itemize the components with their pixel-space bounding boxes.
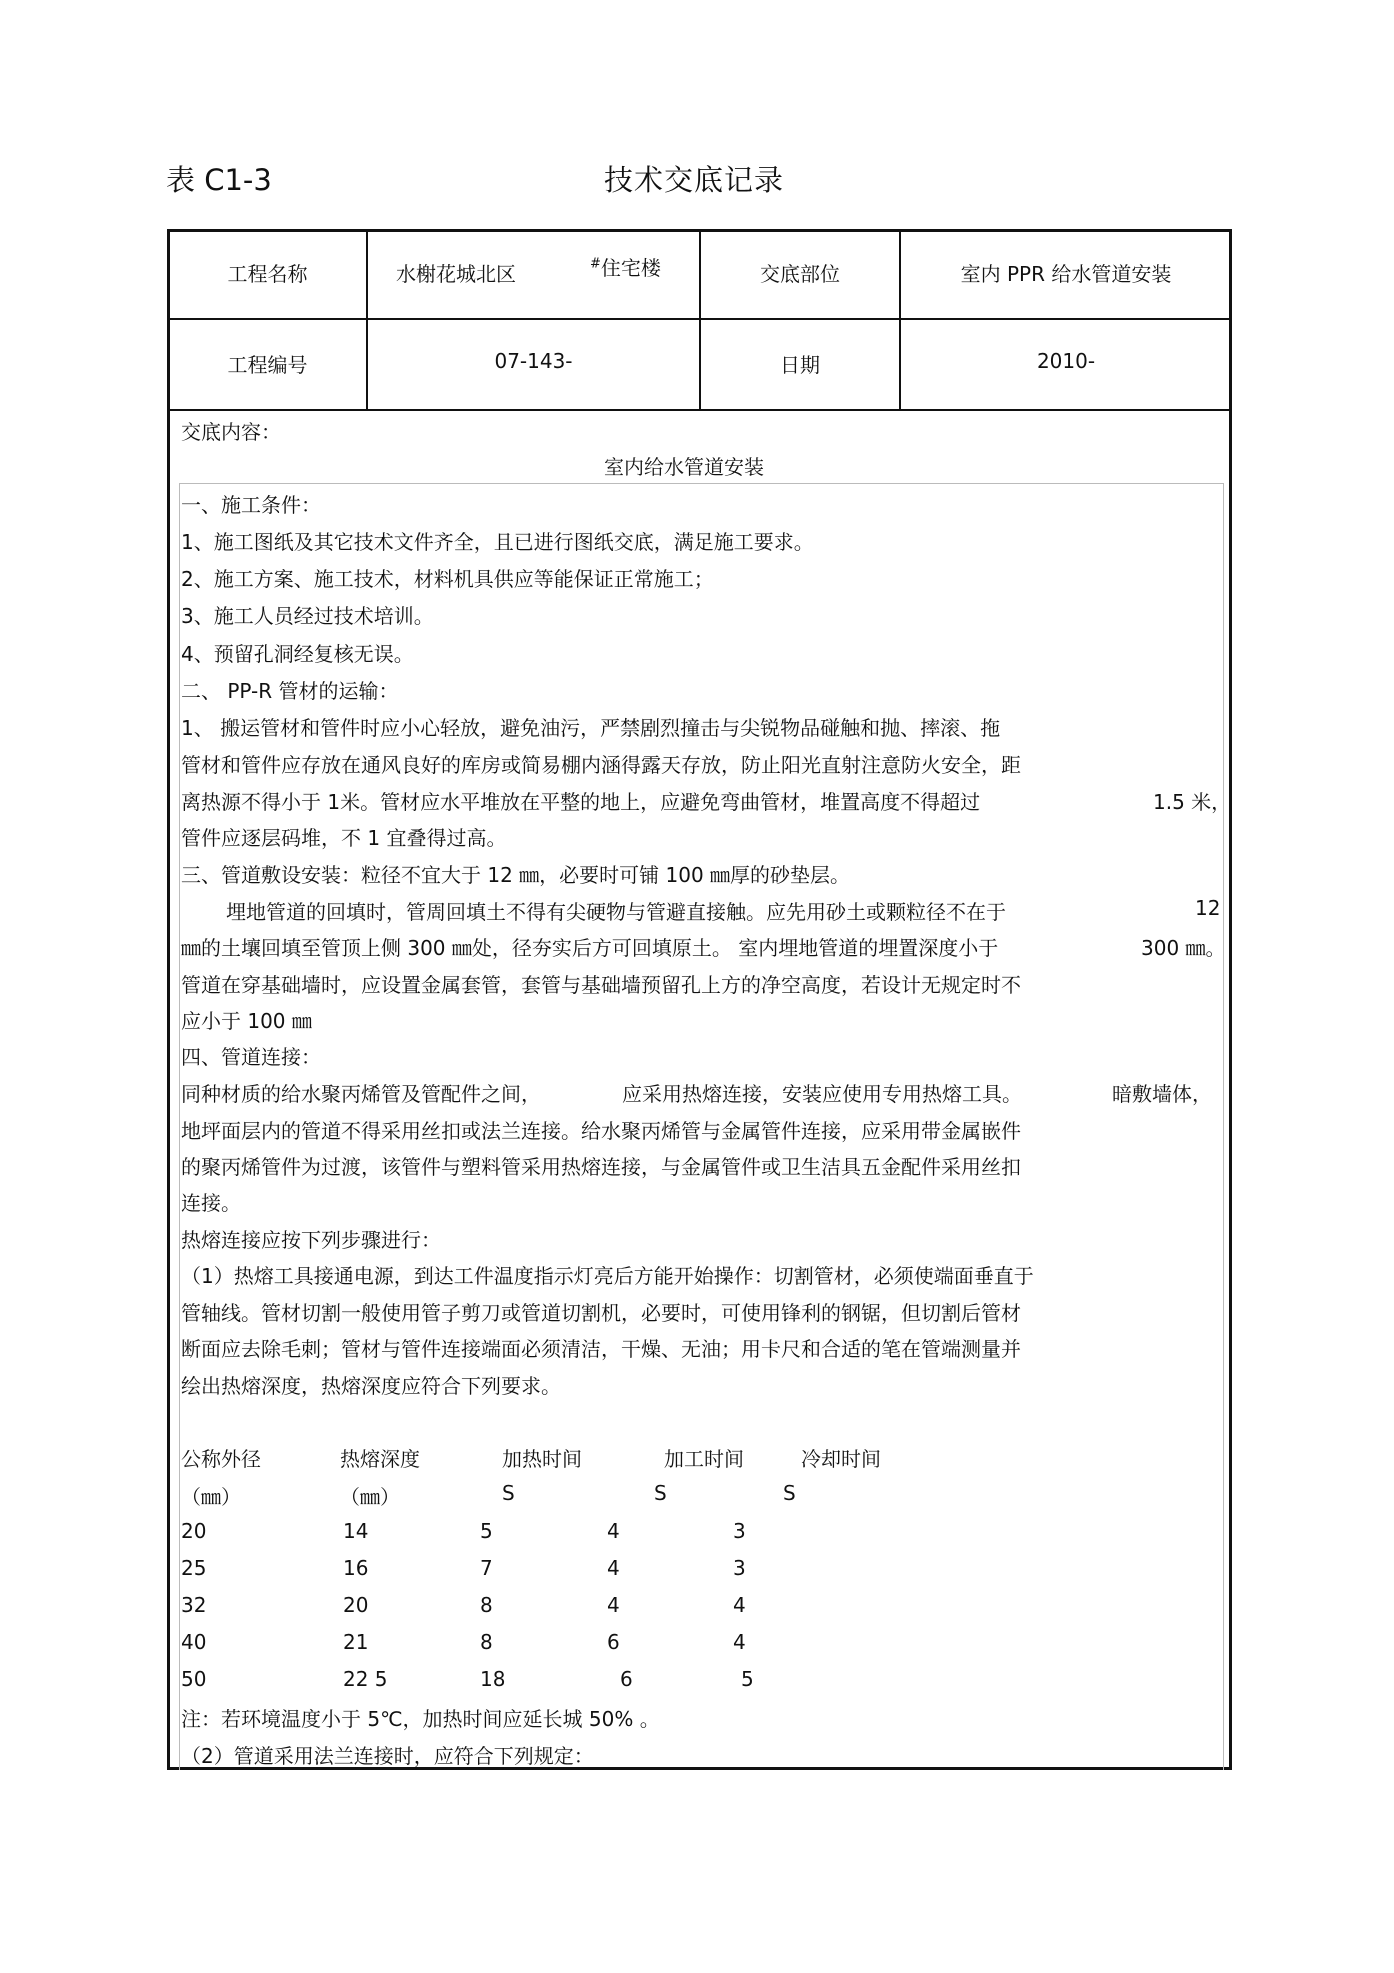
text-line: 绘出热熔深度，热熔深度应符合下列要求。 [181,1374,561,1398]
content-label: 交底内容： [181,420,281,444]
table-cell: 20 [343,1593,369,1617]
text-line: 管件应逐层码堆，不 1 宜叠得过高。 [181,826,507,850]
date-label: 日期 [780,353,820,377]
text-fragment: 暗敷墙体， [1112,1082,1212,1106]
document-title: 技术交底记录 [604,163,785,197]
text-line: （1）热熔工具接通电源，到达工件温度指示灯亮后方能开始操作：切割管材，必须使端面垂直于 [181,1264,1034,1288]
text-line: 二、 PP-R 管材的运输： [181,679,399,703]
table-cell: 5 [741,1667,754,1691]
building-mark: # [590,256,601,272]
table-cell: 21 [343,1630,369,1654]
table-cell: 25 [181,1556,207,1580]
text-line: 离热源不得小于 1米。管材应水平堆放在平整的地上，应避免弯曲管材，堆置高度不得超过 [181,790,981,814]
note-line: 注：若环境温度小于 5℃，加热时间应延长城 50% 。 [181,1707,660,1731]
text-line: 1、施工图纸及其它技术文件齐全，且已进行图纸交底，满足施工要求。 [181,530,814,554]
text-line: 三、管道敷设安装：粒径不宜大于 12 ㎜，必要时可铺 100 ㎜厚的砂垫层。 [181,863,851,887]
table-header: 加热时间 [502,1447,582,1471]
location-value: 室内 PPR 给水管道安装 [960,262,1172,286]
building-text: 住宅楼 [600,256,661,280]
table-cell: 14 [343,1519,369,1543]
table-cell: 4 [733,1630,746,1654]
table-cell: 5 [480,1519,493,1543]
text-line: 管材和管件应存放在通风良好的库房或简易棚内涵得露天存放，防止阳光直射注意防火安全，距 [181,753,1021,777]
location-label: 交底部位 [760,262,840,286]
table-unit: S [502,1481,515,1505]
table-cell: 40 [181,1630,207,1654]
project-name-value: 水榭花城北区 [396,262,516,286]
column-divider [899,229,901,410]
table-cell: 32 [181,1593,207,1617]
column-divider [366,229,368,410]
date-value: 2010- [1036,349,1096,373]
project-name-label: 工程名称 [227,262,308,286]
table-cell: 3 [733,1519,746,1543]
text-line: 3、施工人员经过技术培训。 [181,604,434,628]
text-line: 四、管道连接： [181,1045,321,1069]
project-no-value: 07-143- [494,349,573,373]
table-cell: 3 [733,1556,746,1580]
text-line: 地坪面层内的管道不得采用丝扣或法兰连接。给水聚丙烯管与金属管件连接，应采用带金属嵌件 [181,1119,1021,1143]
text-line: 1、 搬运管材和管件时应小心轻放，避免油污，严禁剧烈撞击与尖锐物品碰触和抛、摔滚、拖 [181,716,1001,740]
text-line: 热熔连接应按下列步骤进行： [181,1228,441,1252]
text-line: （2）管道采用法兰连接时，应符合下列规定： [181,1744,594,1768]
table-cell: 4 [733,1593,746,1617]
text-line: 4、预留孔洞经复核无误。 [181,642,414,666]
table-unit: （㎜） [340,1485,400,1509]
building-value [590,252,661,281]
text-fragment: 300 ㎜。 [1141,936,1226,960]
table-unit: S [783,1481,796,1505]
form-code: 表 C1-3 [166,163,272,197]
table-header: 公称外径 [181,1447,261,1471]
table-header: 冷却时间 [801,1447,881,1471]
table-cell: 8 [480,1593,493,1617]
table-cell: 18 [480,1667,506,1691]
text-line: 连接。 [181,1191,241,1215]
text-line: 埋地管道的回填时，管周回填土不得有尖硬物与管避直接触。应先用砂土或颗粒径不在于 [226,900,1006,924]
text-fragment: 1.5 米， [1153,790,1232,814]
table-cell: 4 [607,1593,620,1617]
table-cell: 7 [480,1556,493,1580]
content-subject: 室内给水管道安装 [604,455,764,479]
text-line: 一、施工条件： [181,493,321,517]
table-cell: 4 [607,1519,620,1543]
text-line: 2、施工方案、施工技术，材料机具供应等能保证正常施工； [181,567,714,591]
table-header: 热熔深度 [340,1447,420,1471]
text-line: 断面应去除毛刺；管材与管件连接端面必须清洁，干燥、无油；用卡尺和合适的笔在管端测量并 [181,1337,1021,1361]
text-line: 应小于 100 ㎜ [181,1009,312,1033]
table-cell: 4 [607,1556,620,1580]
text-fragment: 应采用热熔连接，安装应使用专用热熔工具。 [622,1082,1022,1106]
column-divider [699,229,701,410]
table-unit: S [654,1481,667,1505]
text-line: 同种材质的给水聚丙烯管及管配件之间， [181,1082,541,1106]
text-line: ㎜的土壤回填至管顶上侧 300 ㎜处，径夯实后方可回填原土。 室内埋地管道的埋置深度小于 [181,936,999,960]
table-cell: 6 [607,1630,620,1654]
table-cell: 20 [181,1519,207,1543]
text-line: 的聚丙烯管件为过渡，该管件与塑料管采用热熔连接，与金属管件或卫生洁具五金配件采用丝扣 [181,1155,1021,1179]
table-cell: 22 5 [343,1667,388,1691]
text-fragment: 12 [1195,896,1221,920]
table-cell: 50 [181,1667,207,1691]
text-line: 管轴线。管材切割一般使用管子剪刀或管道切割机，必要时，可使用锋利的钢锯，但切割后管材 [181,1301,1021,1325]
table-cell: 6 [620,1667,633,1691]
text-line: 管道在穿基础墙时，应设置金属套管，套管与基础墙预留孔上方的净空高度，若设计无规定时不 [181,973,1021,997]
table-cell: 16 [343,1556,369,1580]
table-cell: 8 [480,1630,493,1654]
project-no-label: 工程编号 [227,353,308,377]
table-header: 加工时间 [664,1447,744,1471]
table-unit: （㎜） [181,1485,241,1509]
